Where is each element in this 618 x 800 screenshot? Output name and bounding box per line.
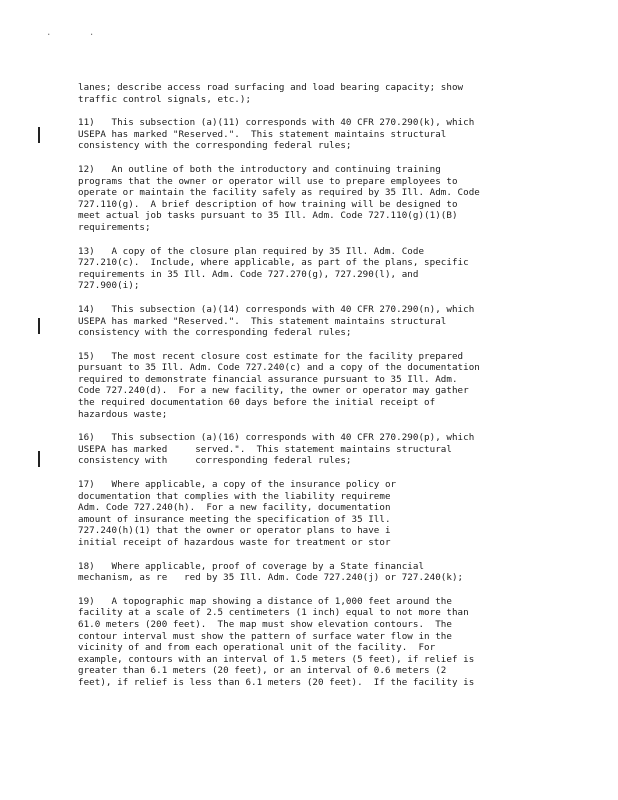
text-line: USEPA has marked "Reserved.". This statement maintains structural xyxy=(78,128,447,140)
text-line: the required documentation 60 days before the initial receipt of xyxy=(78,397,436,409)
text-line: mechanism, as re red by 35 Ill. Adm. Code 727.240(j) or 727.240(k); xyxy=(78,572,464,584)
text-line: 727.900(i); xyxy=(78,280,140,292)
text-line: 17) Where applicable, a copy of the insurance policy or xyxy=(78,479,397,491)
text-line: operate or maintain the facility safely as required by 35 Ill. Adm. Code xyxy=(78,187,480,199)
text-line: initial receipt of hazardous waste for treatment or stor xyxy=(78,537,391,548)
text-line: Code 727.240(d). For a new facility, the owner or operator may gather xyxy=(78,385,469,397)
text-line: 18) Where applicable, proof of coverage by a State financial xyxy=(78,560,425,572)
paragraph xyxy=(78,596,546,689)
text-line: lanes; describe access road surfacing and load bearing capacity; show xyxy=(78,82,464,93)
paragraph xyxy=(78,304,546,339)
text-line: meet actual job tasks pursuant to 35 Ill. Adm. Code 727.110(g)(1)(B) xyxy=(78,210,458,222)
scan-speck: . xyxy=(46,28,52,38)
text-line: vicinity of and from each operational unit of the facility. For xyxy=(78,642,436,654)
text-line: contour interval must show the pattern of surface water flow in the xyxy=(78,630,452,642)
text-line: amount of insurance meeting the specification of 35 Ill. xyxy=(78,513,391,525)
document-body xyxy=(78,82,546,701)
text-line: consistency with corresponding federal rules; xyxy=(78,455,352,467)
paragraph xyxy=(78,117,546,152)
text-line: USEPA has marked "Reserved.". This statement maintains structural xyxy=(78,315,447,327)
text-line: 15) The most recent closure cost estimate for the facility prepared xyxy=(78,350,464,362)
text-line: requirements; xyxy=(78,221,151,233)
text-line: consistency with the corresponding federal rules; xyxy=(78,140,352,152)
text-line: hazardous waste; xyxy=(78,408,168,420)
paragraph xyxy=(78,164,546,234)
text-line: pursuant to 35 Ill. Adm. Code 727.240(c) and a copy of the documentation xyxy=(78,362,480,374)
text-line: 19) A topographic map showing a distance of 1,000 feet around the xyxy=(78,595,452,607)
text-line: 14) This subsection (a)(14) corresponds with 40 CFR 270.290(n), which xyxy=(78,303,475,315)
paragraph xyxy=(78,246,546,292)
paragraph xyxy=(78,351,546,421)
text-line: Adm. Code 727.240(h). For a new facility, documentation xyxy=(78,502,391,514)
text-line: USEPA has marked served.". This statement maintains structural xyxy=(78,443,452,455)
paragraph xyxy=(78,82,546,105)
text-line: 727.110(g). A brief description of how training will be designed to xyxy=(78,198,458,210)
text-line: 61.0 meters (200 feet). The map must show elevation contours. The xyxy=(78,618,452,630)
revision-bar xyxy=(38,127,40,143)
paragraph xyxy=(78,432,546,467)
text-line: required to demonstrate financial assurance pursuant to 35 Ill. Adm. xyxy=(78,373,458,385)
text-line: example, contours with an interval of 1.5 meters (5 feet), if relief is xyxy=(78,653,475,665)
text-line: 12) An outline of both the introductory and continuing training xyxy=(78,163,441,175)
text-line: greater than 6.1 meters (20 feet), or an interval of 0.6 meters (2 xyxy=(78,665,447,677)
text-line: facility at a scale of 2.5 centimeters (1 inch) equal to not more than xyxy=(78,607,469,619)
revision-bar xyxy=(38,451,40,467)
revision-bar xyxy=(38,318,40,334)
text-line: traffic control signals, etc.); xyxy=(78,93,252,105)
text-line: 11) This subsection (a)(11) corresponds with 40 CFR 270.290(k), which xyxy=(78,117,475,129)
text-line: consistency with the corresponding federal rules; xyxy=(78,327,352,339)
paragraph xyxy=(78,561,546,584)
text-line: 16) This subsection (a)(16) corresponds with 40 CFR 270.290(p), which xyxy=(78,432,475,444)
text-line: 13) A copy of the closure plan required by 35 Ill. Adm. Code xyxy=(78,245,425,257)
text-line: 727.210(c). Include, where applicable, as part of the plans, specific xyxy=(78,257,469,269)
text-line: documentation that complies with the liability requireme xyxy=(78,490,391,502)
text-line: feet), if relief is less than 6.1 meters (20 feet). If the facility is xyxy=(78,676,475,688)
scan-speck: . xyxy=(88,28,95,38)
scan-specks xyxy=(46,28,126,38)
text-line: 727.240(h)(1) that the owner or operator plans to have i xyxy=(78,525,391,537)
paragraph xyxy=(78,479,546,549)
text-line: requirements in 35 Ill. Adm. Code 727.270(g), 727.290(l), and xyxy=(78,268,419,280)
text-line: programs that the owner or operator will use to prepare employees to xyxy=(78,175,458,187)
